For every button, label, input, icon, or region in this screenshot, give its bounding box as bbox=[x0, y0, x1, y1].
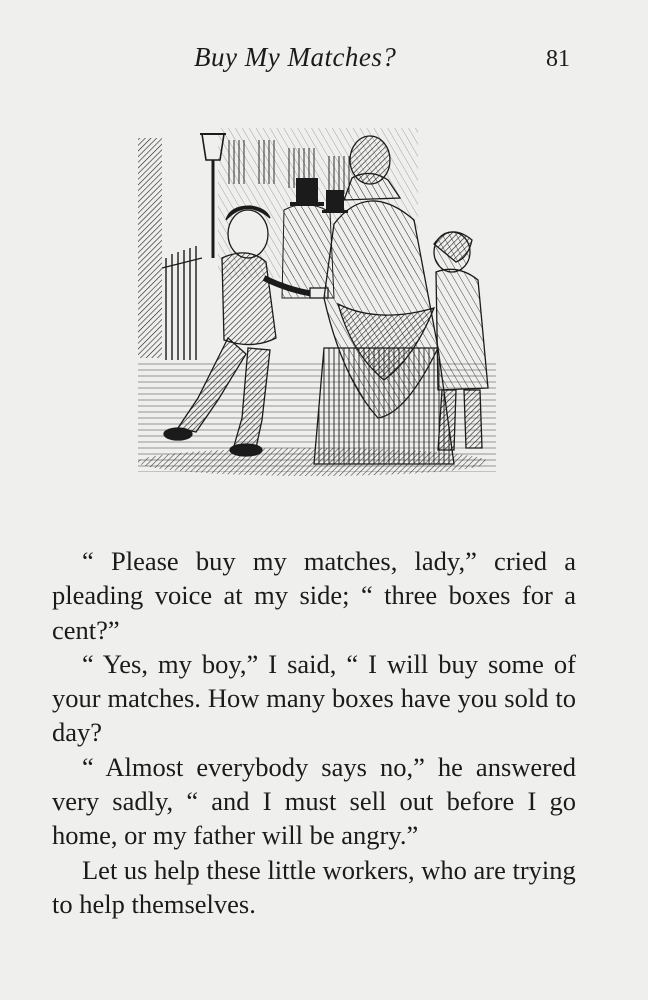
paragraph-4: Let us help these little workers, who are trying to help themselves. bbox=[52, 854, 576, 919]
running-title: Buy My Matches? bbox=[194, 42, 397, 72]
paragraph-1: “ Please buy my matches, lady,” cried a pleading voice at my side; “ three boxes for a cent?” bbox=[52, 546, 576, 645]
page-number: 81 bbox=[546, 46, 570, 72]
paragraph-2: “ Yes, my boy,” I said, “ I will buy some of your matches. How many boxes have you sold to day? bbox=[52, 648, 576, 748]
paragraph-3: “ Almost everybody says no,” he answered very sadly, “ and I must sell out before I go home, or my father will be angry.” bbox=[52, 751, 576, 851]
body-text bbox=[52, 544, 576, 921]
boy-selling-matches-illustration-icon bbox=[138, 128, 496, 484]
page-header bbox=[0, 42, 648, 82]
